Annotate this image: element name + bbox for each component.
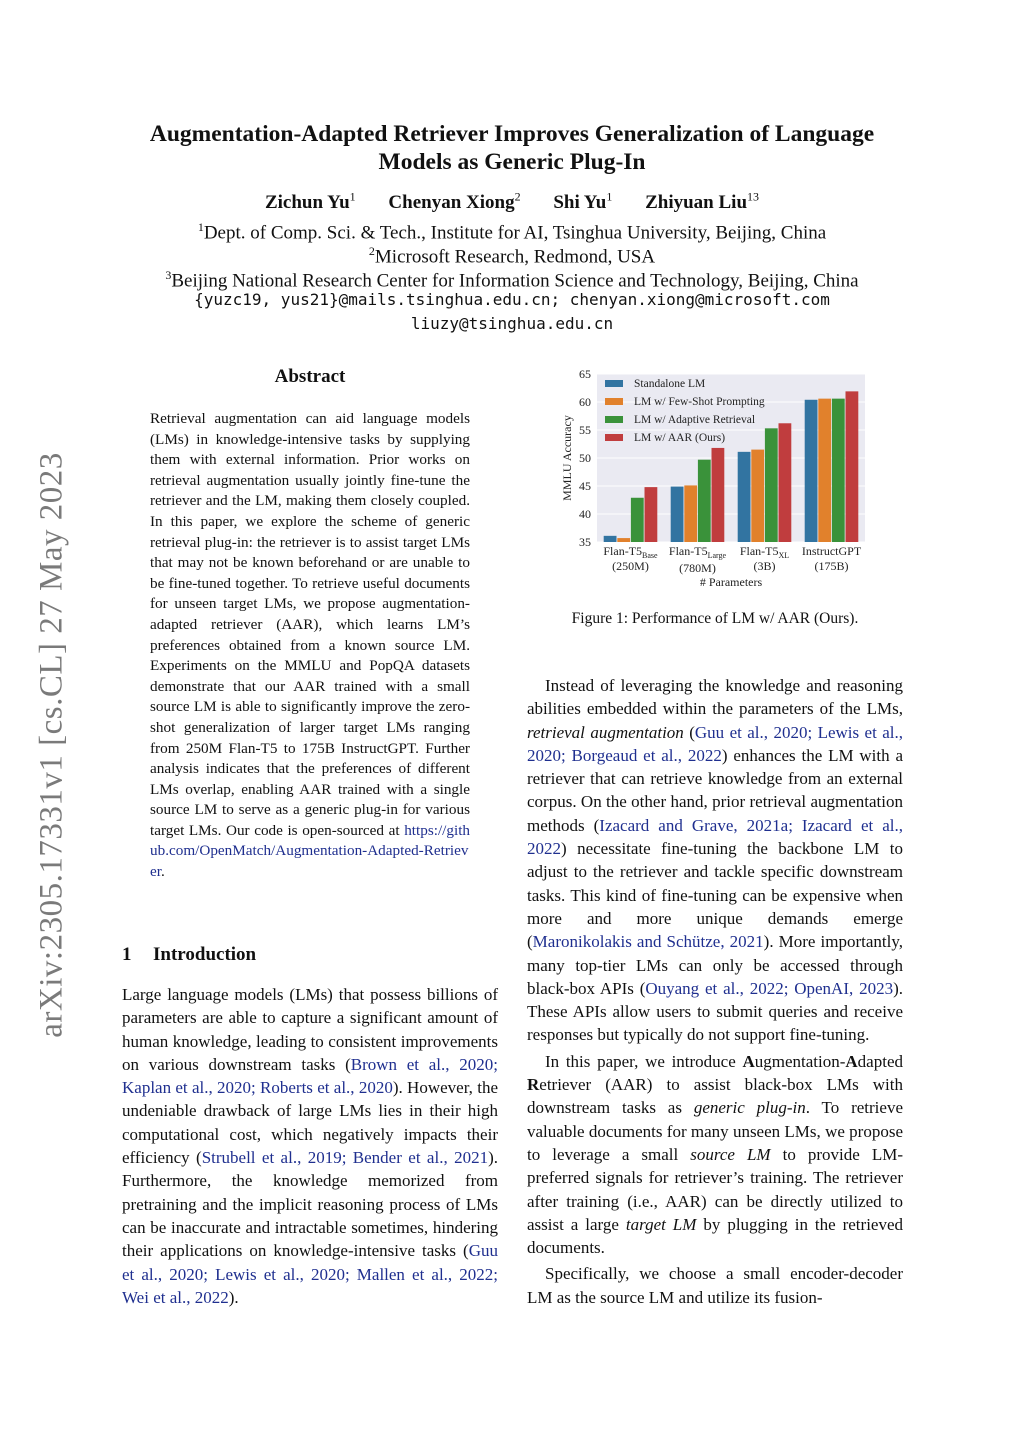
- text-run: ). These APIs allow users to submit queries and receive responses but typically do not support fine-tuning.: [527, 978, 903, 1045]
- bar: [698, 460, 711, 542]
- bar: [738, 452, 751, 542]
- affiliation-number: 1: [197, 220, 204, 234]
- author-name: Zhiyuan Liu: [645, 192, 748, 214]
- intro-paragraph: [527, 1262, 903, 1309]
- abstract-heading: Abstract: [274, 366, 346, 387]
- text-run: dapted: [857, 1051, 903, 1071]
- x-tick-subscript: Large: [707, 551, 727, 560]
- title-line-1: Augmentation-Adapted Retriever Improves Generalization of Language: [149, 121, 875, 147]
- text-run: In this paper, we introduce: [545, 1051, 743, 1071]
- text-run: ). However, the undeniable drawback of large LMs lies in their high computational cost, which negatively impacts their efficiency (: [122, 1078, 498, 1168]
- x-tick-name: Flan-T5: [603, 544, 643, 558]
- text-run: . To retrieve valuable documents for many unseen LMs, we propose to leverage a small: [527, 1098, 903, 1164]
- x-tick-label: [603, 544, 658, 560]
- bar: [712, 448, 725, 542]
- y-tick-label: 65: [579, 367, 591, 381]
- x-tick-size-label: (175B): [814, 559, 849, 573]
- affiliation-number: 3: [165, 268, 172, 282]
- affiliation-text: Dept. of Comp. Sci. & Tech., Institute for AI, Tsinghua University, Beijing, China: [203, 222, 827, 244]
- arxiv-stamp-text: arXiv:2305.17331v1 [cs.CL] 27 May 2023: [33, 452, 70, 1038]
- bar: [751, 450, 764, 542]
- text-run: Large language models (LMs) that possess billions of parameters are able to capture a significant amount of human knowledge, leading to consistent improvements on various downstream tasks (: [122, 985, 498, 1074]
- mmlu-bar-chart: [540, 360, 880, 600]
- code-link[interactable]: https://github.com/OpenMatch/Augmentation-Adapted-Retriever: [150, 821, 471, 881]
- legend-label: Standalone LM: [634, 378, 706, 390]
- y-tick-label: 50: [579, 451, 591, 465]
- legend-label: LM w/ Adaptive Retrieval: [634, 414, 756, 426]
- abstract-end: .: [160, 863, 165, 881]
- author-affiliation-mark: 13: [747, 190, 760, 204]
- x-tick-subscript: XL: [778, 551, 790, 560]
- abstract-body: [150, 409, 470, 883]
- x-tick-size-label: (250M): [612, 559, 649, 573]
- bar: [832, 399, 845, 542]
- arxiv-stamp: [28, 440, 76, 1050]
- bar: [805, 400, 818, 542]
- text-run: Instead of leveraging the knowledge and reasoning abilities embedded within the parameters of the LMs,: [527, 676, 903, 719]
- bar: [645, 487, 658, 542]
- citation-link[interactable]: Strubell et al., 2019; Bender et al., 2021: [201, 1148, 489, 1168]
- text-run: ).: [228, 1287, 239, 1307]
- legend-swatch: [605, 434, 623, 441]
- text-run: Specifically, we choose a small encoder-decoder LM as the source LM and utilize its fusion-: [527, 1264, 903, 1307]
- legend-swatch: [605, 380, 623, 387]
- email-line-1: {yuzc19, yus21}@mails.tsinghua.edu.cn; chenyan.xiong@microsoft.com: [194, 290, 830, 309]
- italic-term: source LM: [690, 1144, 771, 1164]
- text-run: etriever (AAR) to assist black-box LMs with downstream tasks as: [527, 1075, 903, 1118]
- y-tick-label: 60: [579, 395, 591, 409]
- italic-term: retrieval augmentation: [527, 722, 684, 742]
- x-axis-label: # Parameters: [699, 575, 763, 589]
- text-run: ) enhances the LM with a retriever that can retrieve knowledge from an external corpus. On the other hand, prior retrieval augmentation methods (: [527, 745, 903, 835]
- bar: [846, 391, 859, 542]
- citation-link[interactable]: Guu et al., 2020; Lewis et al., 2020; Mallen et al., 2022; Wei et al., 2022: [122, 1241, 498, 1307]
- y-tick-label: 40: [579, 507, 591, 521]
- author: [265, 192, 356, 213]
- paper-title: [100, 120, 924, 176]
- text-run: ) necessitate fine-tuning the backbone LM to adjust to the retriever and tackle specific downstream tasks. This kind of fine-tuning can be expensive when more and more unique demands emerge (: [527, 839, 903, 952]
- bar: [631, 498, 644, 542]
- intro-right-column: [527, 674, 903, 1309]
- y-tick-label: 35: [579, 535, 591, 549]
- author-affiliation-mark: 1: [349, 190, 356, 204]
- bar: [779, 423, 792, 542]
- legend-label: LM w/ AAR (Ours): [634, 432, 726, 444]
- citation-link[interactable]: Ouyang et al., 2022; OpenAI, 2023: [645, 978, 894, 998]
- section-number: 1: [122, 944, 132, 965]
- section-title: Introduction: [153, 944, 257, 965]
- bar: [684, 485, 697, 542]
- legend-label: LM w/ Few-Shot Prompting: [634, 396, 765, 408]
- italic-term: generic plug-in: [693, 1098, 806, 1118]
- bar: [604, 536, 617, 542]
- title-line-2: Models as Generic Plug-In: [378, 149, 646, 175]
- author-name: Shi Yu: [553, 192, 607, 214]
- author-affiliation-mark: 1: [606, 190, 613, 204]
- figure-caption: Figure 1: Performance of LM w/ AAR (Ours).: [571, 610, 859, 627]
- legend-swatch: [605, 416, 623, 423]
- x-tick-size-label: (780M): [679, 561, 716, 575]
- author-list: [100, 190, 924, 214]
- bar: [617, 538, 630, 542]
- text-run: to provide LM-preferred signals for retriever’s training. The retriever after training (i.e., AAR) can be directly utilized to assist a large: [527, 1144, 903, 1234]
- intro-paragraph: [527, 1050, 903, 1260]
- x-tick-subscript: Base: [642, 551, 658, 560]
- author: [645, 192, 759, 213]
- author-name: Zichun Yu: [264, 192, 350, 214]
- x-tick-name: InstructGPT: [801, 544, 862, 558]
- x-tick-label: [740, 544, 789, 560]
- affiliation-number: 2: [368, 244, 375, 258]
- intro-left-column: [122, 983, 498, 1309]
- intro-paragraph: [527, 674, 903, 1047]
- abstract-text: Retrieval augmentation can aid language models (LMs) in knowledge-intensive tasks by supplying them with external information. Prior works on retrieval augmentation usually jointly fine-tune the retriever and the LM, making them closely coupled. In this paper, we explore the scheme of generic retrieval plug-in: the retriever is to assist target LMs that may not be known beforehand or are unable to be fine-tuned together. To retrieve useful documents for unseen target LMs, we propose augmentation-adapted retriever (AAR), which learns LM’s preferences obtained from a known source LM. Experiments on the MMLU and PopQA datasets demonstrate that our AAR trained with a small source LM is able to significantly improve the zero-shot generalization of larger target LMs ranging from 250M Flan-T5 to 175B InstructGPT. Further analysis indicates that the preferences of different LMs overlap, enabling AAR trained with a single source LM to serve as a generic plug-in for various target LMs. Our code is open-sourced at: [150, 410, 470, 839]
- legend-swatch: [605, 398, 623, 405]
- author: [553, 192, 612, 213]
- bold-letter: A: [742, 1051, 755, 1071]
- bar: [765, 428, 778, 542]
- italic-term: target LM: [625, 1214, 697, 1234]
- affiliation-text: Beijing National Research Center for Information Science and Technology, Beijing, China: [171, 270, 859, 292]
- bold-letter: A: [845, 1051, 858, 1071]
- x-tick-label: [669, 544, 727, 560]
- citation-link[interactable]: Izacard and Grave, 2021a; Izacard et al., 2022: [527, 815, 903, 859]
- text-run: by plugging in the retrieved documents.: [527, 1214, 904, 1258]
- author-affiliation-mark: 2: [514, 190, 521, 204]
- bold-letter: R: [527, 1075, 540, 1095]
- author-name: Chenyan Xiong: [388, 192, 515, 214]
- x-tick-name: Flan-T5: [739, 544, 779, 558]
- citation-link[interactable]: Guu et al., 2020; Lewis et al., 2020; Borgeaud et al., 2022: [527, 722, 903, 765]
- y-tick-label: 45: [579, 479, 591, 493]
- section-heading: [122, 944, 256, 966]
- intro-paragraph: [122, 983, 498, 1309]
- citation-link[interactable]: Maronikolakis and Schütze, 2021: [532, 932, 764, 952]
- y-tick-label: 55: [579, 423, 591, 437]
- text-run: ugmentation-: [754, 1051, 846, 1071]
- text-run: ). More importantly, many top-tier LMs can only be accessed through black-box APIs (: [527, 932, 904, 998]
- x-tick-name: Flan-T5: [668, 544, 708, 558]
- bar: [671, 487, 684, 542]
- email-line-2: liuzy@tsinghua.edu.cn: [410, 314, 614, 333]
- bar: [818, 399, 831, 542]
- citation-link[interactable]: Brown et al., 2020; Kaplan et al., 2020; Roberts et al., 2020: [122, 1054, 498, 1098]
- author: [388, 192, 520, 213]
- x-tick-label: [802, 544, 862, 558]
- y-axis-label: MMLU Accuracy: [560, 415, 574, 501]
- text-run: ). Furthermore, the knowledge memorized from pretraining and the implicit reasoning process of LMs can be inaccurate and intractable sometimes, hindering their applications on knowledge-intensive tasks (: [122, 1148, 498, 1261]
- x-tick-size-label: (3B): [753, 559, 776, 573]
- affiliation-text: Microsoft Research, Redmond, USA: [374, 246, 656, 268]
- text-run: (: [683, 722, 695, 742]
